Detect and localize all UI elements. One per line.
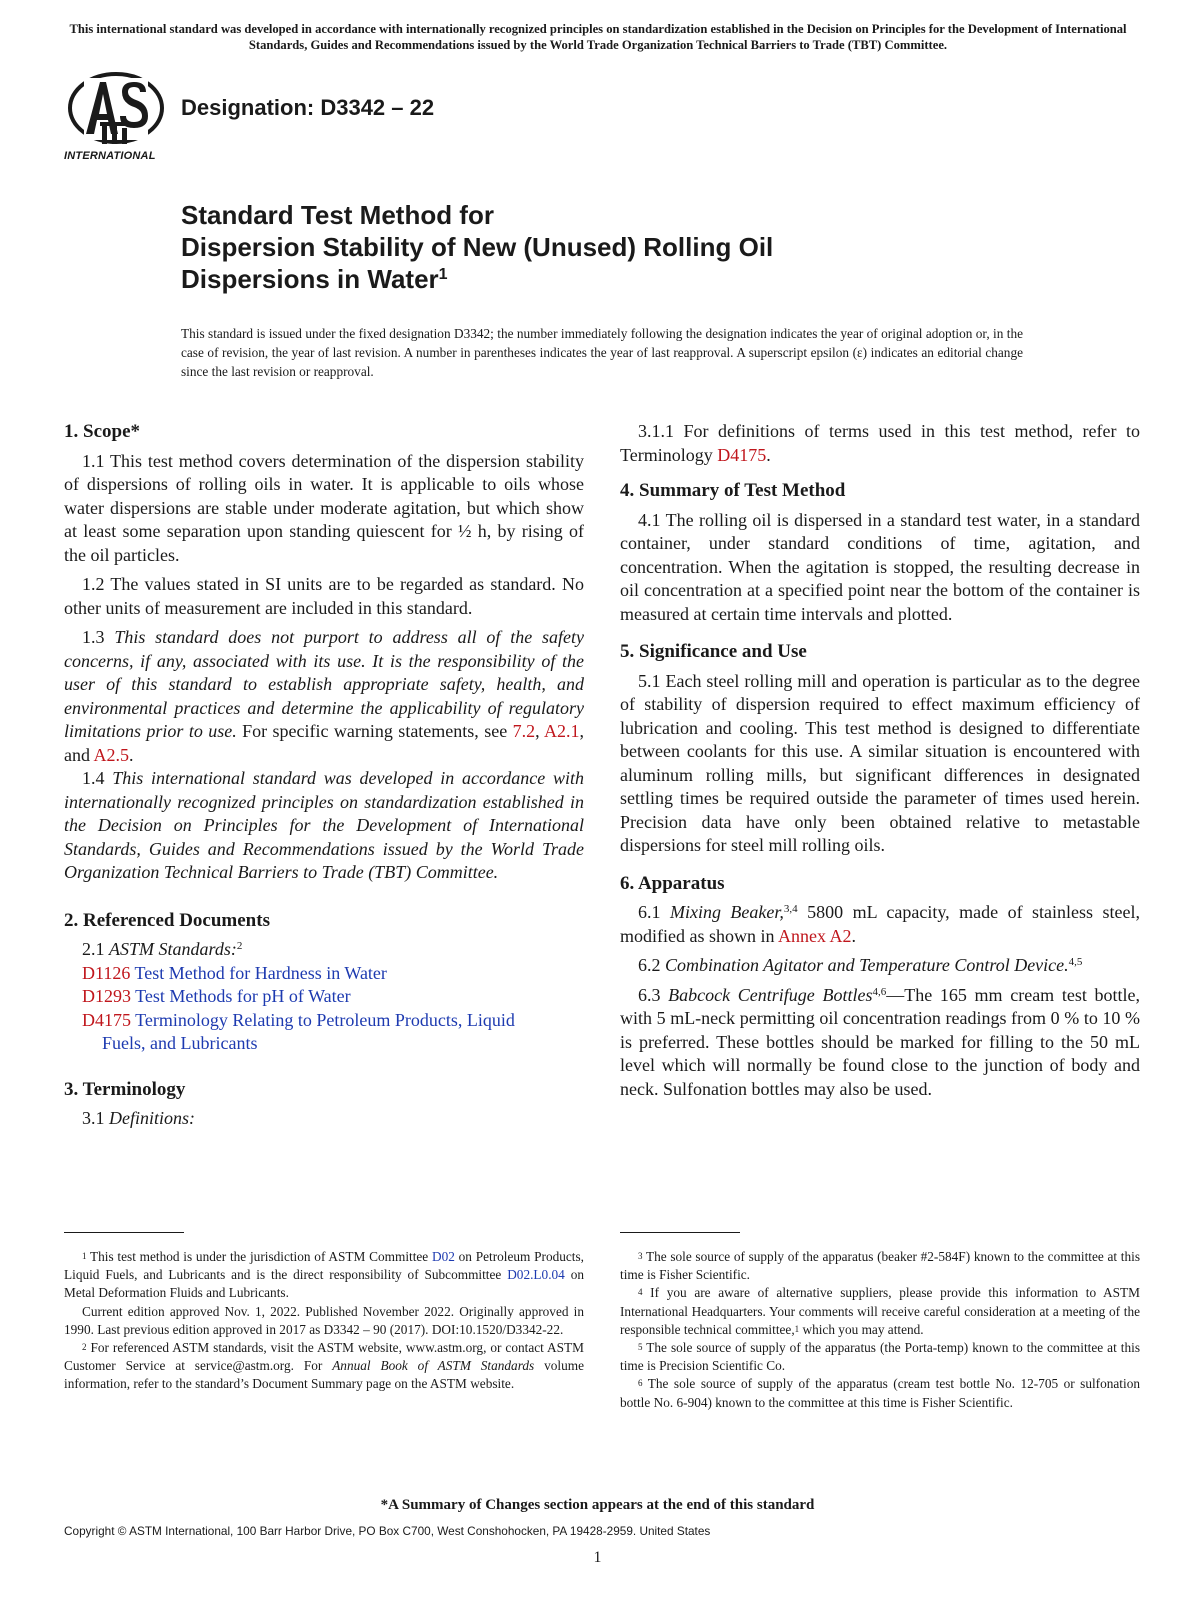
- footnotes-left: [64, 1248, 584, 1394]
- summary-of-changes-note: *A Summary of Changes section appears at the end of this standard: [380, 1497, 815, 1513]
- link-d02-l0-04[interactable]: D02.L0.04: [507, 1267, 565, 1283]
- ref-item[interactable]: D4175 Terminology Relating to Petroleum Products, Liquid Fuels, and Lubricants: [82, 1009, 515, 1053]
- footnote-5: $^5$ The sole source of supply of the apparatus (the Porta-temp) known to the committee at this time is Precision Scientific Co.: [620, 1340, 1140, 1374]
- footnote-6: $^6$ The sole source of supply of the apparatus (cream test bottle No. 12-705 or sulfonation bottle No. 6-904) known to the committee at this time is Fisher Scientific.: [620, 1376, 1140, 1410]
- document-title: [181, 199, 981, 295]
- footnote-rule-left: [64, 1232, 184, 1233]
- link-a2-5[interactable]: A2.5: [93, 744, 129, 765]
- top-notice: This international standard was developed in accordance with internationally recognized principles on standardization established in the Decision on Principles for the Development of International Standards, Guides and Recommendations issued by the World Trade Organization Technical Barriers to Trade (TBT) Committee.: [69, 22, 1127, 52]
- title-line-1: Standard Test Method for: [181, 200, 494, 230]
- para-1-4: 1.4 This international standard was developed in accordance with internationally recognized principles on standardization established in the Decision on Principles for the Development of International Standards, Guides and Recommendations issued by the World Trade Organization Technical Barriers to Trade (TBT) Committee.: [64, 768, 584, 882]
- para-6-2: 6.2 Combination Agitator and Temperature Control Device.$^{4,5}$: [638, 955, 1083, 975]
- link-d02[interactable]: D02: [431, 1249, 455, 1264]
- right-column: [620, 420, 1140, 1101]
- section-3-heading: 3. Terminology: [64, 1078, 186, 1100]
- para-3-1-1: 3.1.1 For definitions of terms used in this test method, refer to Terminology D4175.: [620, 421, 1140, 465]
- designation: Designation: D3342 – 22: [181, 95, 435, 120]
- left-column: [64, 420, 584, 1131]
- section-2-heading: 2. Referenced Documents: [64, 909, 270, 931]
- footnote-rule-right: [620, 1232, 740, 1233]
- para-1-1: 1.1 This test method covers determination of the dispersion stability of dispersions of rolling oils in water. It is applicable to oils whose water dispersions are stable under moderate agitation, but which show at least some separation upon standing quiescent for ½ h, by rising of the oil particles.: [64, 450, 584, 565]
- section-5-heading: 5. Significance and Use: [620, 641, 807, 662]
- edition-note: Current edition approved Nov. 1, 2022. Published November 2022. Originally approved in 1990. Last previous edition approved in 2017 as D3342 – 90 (2017). DOI:10.1520/D3342-22.: [64, 1303, 584, 1337]
- para-3-1: 3.1 Definitions:: [82, 1108, 195, 1128]
- ref-item[interactable]: D1293 Test Methods for pH of Water: [82, 986, 351, 1006]
- footnote-4: $^4$ If you are aware of alternative suppliers, please provide this information to ASTM International Headquarters. Your comments will receive careful consideration at a meeting of the responsible technical committee,$^1$ which you may attend.: [620, 1285, 1140, 1337]
- link-7-2[interactable]: 7.2: [512, 721, 536, 741]
- section-6-heading: 6. Apparatus: [620, 872, 725, 894]
- page-number: 1: [593, 1549, 602, 1566]
- section-4-heading: 4. Summary of Test Method: [620, 480, 846, 501]
- para-1-2: 1.2 The values stated in SI units are to be regarded as standard. No other units of measurement are included in this standard.: [64, 574, 584, 618]
- title-line-3: Dispersions in Water: [181, 264, 439, 294]
- footnotes-right: [620, 1248, 1140, 1412]
- para-6-1: 6.1 Mixing Beaker,$^{3,4}$ 5800 mL capacity, made of stainless steel, modified as shown in Annex A2.: [620, 902, 1140, 946]
- title-footnote-mark: 1: [438, 266, 448, 283]
- ref-list: [64, 962, 584, 1056]
- astm-logo: [64, 70, 168, 168]
- para-5-1: 5.1 Each steel rolling mill and operation is particular as to the degree of stability of dispersion required to effect maximum efficiency of lubrication and cooling. This test method is designed to differentiate between coolants for this use. A similar situation is encountered with aluminum rolling mills, but significant differences in designated settling times be required outside the parameter of times used herein. Precision data have only been obtained relative to metastable dispersions for steel mill rolling oils.: [620, 670, 1140, 855]
- ref-item[interactable]: D1126 Test Method for Hardness in Water: [82, 962, 387, 983]
- copyright: Copyright © ASTM International, 100 Barr Harbor Drive, PO Box C700, West Conshohocken, PA 19428-2959. United States: [64, 1524, 711, 1538]
- title-line-2: Dispersion Stability of New (Unused) Rolling Oil: [181, 232, 774, 262]
- link-annex-a2[interactable]: Annex A2: [778, 925, 852, 946]
- link-a2-1[interactable]: A2.1: [544, 721, 580, 741]
- para-1-3: 1.3 This standard does not purport to address all of the safety concerns, if any, associated with its use. It is the responsibility of the user of this standard to establish appropriate safety, health, and environmental practices and determine the applicability of regulatory limitations prior to use. For specific warning statements, see 7.2, A2.1, and A2.5.: [64, 627, 585, 765]
- para-2-1: 2.1 ASTM Standards:$^2$: [82, 939, 243, 959]
- para-6-3: 6.3 Babcock Centrifuge Bottles$^{4,6}$—The 165 mm cream test bottle, with 5 mL-neck permitting oil concentration readings from 0 % to 10 % is preferred. These bottles should be marked for filling to the 50 mL level which will normally be found close to the junction of body and neck. Sulfonation bottles may also be used.: [620, 984, 1141, 1099]
- logo-international-text: INTERNATIONAL: [64, 150, 156, 162]
- link-d4175[interactable]: D4175: [717, 444, 767, 465]
- footnote-1: $^1$ This test method is under the jurisdiction of ASTM Committee D02 on Petroleum Products, Liquid Fuels, and Lubricants and is the direct responsibility of Subcommittee D02.L0.04 on Metal Deformation Fluids and Lubricants.: [64, 1249, 585, 1301]
- footnote-2: $^2$ For referenced ASTM standards, visit the ASTM website, www.astm.org, or contact ASTM Customer Service at service@astm.org. For Annual Book of ASTM Standards volume information, refer to the standard’s Document Summary page on the ASTM website.: [64, 1340, 584, 1392]
- section-1-heading: 1. Scope*: [64, 421, 140, 442]
- footnote-3: $^3$ The sole source of supply of the apparatus (beaker #2-584F) known to the committee at this time is Fisher Scientific.: [620, 1249, 1140, 1283]
- issued-note: This standard is issued under the fixed designation D3342; the number immediately following the designation indicates the year of original adoption or, in the case of revision, the year of last revision. A number in parentheses indicates the year of last reapproval. A superscript epsilon (ε) indicates an editorial change since the last revision or reapproval.: [181, 326, 1023, 379]
- para-4-1: 4.1 The rolling oil is dispersed in a standard test water, in a standard container, under standard conditions of time, agitation, and concentration. When the agitation is stopped, the resulting decrease in oil concentration at a specified point near the bottom of the container is measured at certain time intervals and plotted.: [620, 509, 1140, 624]
